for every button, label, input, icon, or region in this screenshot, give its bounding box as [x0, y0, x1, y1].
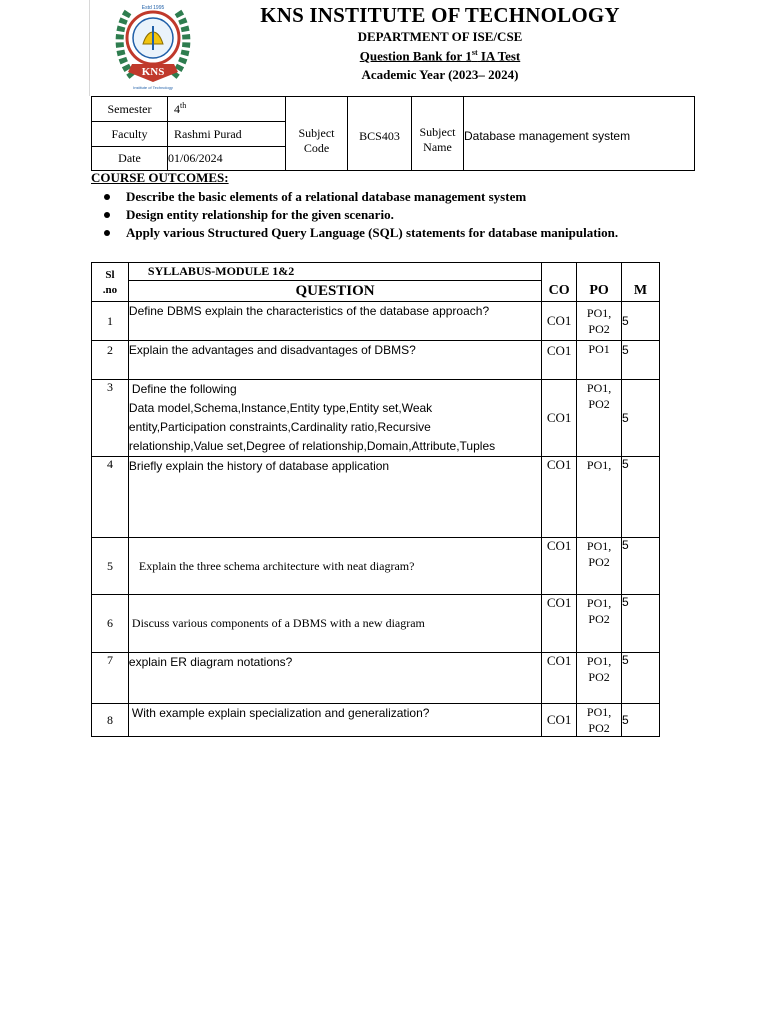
row-po-1: PO1 [588, 342, 610, 356]
row-marks: 5 [622, 341, 660, 380]
kns-logo [106, 0, 200, 92]
course-outcome-item: Describe the basic elements of a relational database management system [104, 188, 618, 206]
po-header: PO [577, 263, 622, 302]
table-header-row [92, 263, 660, 281]
table-row [92, 341, 660, 380]
subject-code-label [286, 97, 348, 171]
row-po-1: PO1, [586, 381, 612, 395]
row-po-2: PO2 [588, 397, 610, 411]
m-header: M [622, 263, 660, 302]
qb-prefix: Question Bank for 1 [359, 48, 472, 64]
table-row [92, 538, 660, 595]
row-question: Explain the advantages and disadvantages of DBMS? [128, 341, 541, 380]
row-question [128, 380, 541, 457]
row-question: Explain the three schema architecture with neat diagram? [128, 538, 541, 595]
slno-header [92, 263, 129, 302]
faculty-value: Rashmi Purad [168, 122, 286, 147]
row-number: 3 [92, 380, 129, 457]
row-marks: 5 [622, 538, 660, 595]
row-po-2: PO2 [588, 322, 610, 336]
row-po-2: PO2 [588, 721, 610, 735]
course-outcome-item: Apply various Structured Query Language (SQL) statements for database manipulation. [104, 224, 618, 242]
row-po-2: PO2 [588, 670, 610, 684]
semester-number: 4 [174, 102, 180, 116]
subject-code-label-1: Subject [298, 125, 335, 140]
row-po [577, 704, 622, 737]
row-question-line: Data model,Schema,Instance,Entity type,Entity set,Weak [128, 401, 433, 415]
row-number: 6 [92, 595, 129, 653]
row-co: CO1 [542, 704, 577, 737]
row-co: CO1 [542, 341, 577, 380]
row-po [577, 380, 622, 457]
info-table [91, 96, 695, 171]
logo-estd: Estd 1995 [141, 5, 165, 11]
row-number: 8 [92, 704, 129, 737]
subject-name-label-2: Name [423, 139, 452, 154]
row-co: CO1 [542, 538, 577, 595]
row-marks: 5 [622, 302, 660, 341]
course-outcome-item: Design entity relationship for the given scenario. [104, 206, 618, 224]
row-number: 2 [92, 341, 129, 380]
module-header: SYLLABUS-MODULE 1&2 [128, 263, 541, 281]
row-number: 7 [92, 653, 129, 704]
semester-label: Semester [92, 97, 168, 122]
row-po-1: PO1, [586, 705, 612, 719]
row-question-line: relationship,Value set,Degree of relationship,Domain,Attribute,Tuples [128, 439, 496, 453]
row-po [577, 653, 622, 704]
subject-name-value [464, 97, 695, 171]
subject-name-label [412, 97, 464, 171]
course-outcomes-heading: COURSE OUTCOMES: [91, 170, 229, 185]
row-marks: 5 [622, 595, 660, 653]
subject-code-label-2: Code [303, 140, 330, 155]
row-po-1: PO1, [586, 539, 612, 553]
row-marks: 5 [622, 380, 660, 457]
logo-kns: KNS [141, 66, 165, 78]
row-question: explain ER diagram notations? [128, 653, 541, 704]
qb-suffix: IA Test [477, 48, 521, 64]
table-row [92, 302, 660, 341]
table-row [92, 380, 660, 457]
margin-line [89, 0, 90, 96]
row-po [577, 457, 622, 538]
row-po-1: PO1, [586, 306, 612, 320]
table-row [92, 653, 660, 704]
row-marks: 5 [622, 704, 660, 737]
row-marks: 5 [622, 653, 660, 704]
semester-value [168, 97, 286, 122]
row-co: CO1 [542, 302, 577, 341]
course-outcomes-list [104, 188, 618, 242]
department-title: DEPARTMENT OF ISE/CSE [357, 29, 523, 44]
faculty-label: Faculty [92, 122, 168, 147]
row-po-1: PO1, [586, 458, 612, 472]
row-po [577, 302, 622, 341]
subject-name-text: Database management system [464, 128, 631, 143]
row-question: Define DBMS explain the characteristics of the database approach? [128, 302, 541, 341]
date-value: 01/06/2024 [168, 147, 286, 171]
row-co: CO1 [542, 653, 577, 704]
subject-code-text: BCS403 [359, 129, 400, 143]
table-row [92, 457, 660, 538]
row-question: Briefly explain the history of database application [128, 457, 541, 538]
row-co: CO1 [542, 595, 577, 653]
row-co: CO1 [542, 457, 577, 538]
semester-sup: th [180, 101, 187, 110]
row-po-1: PO1, [586, 596, 612, 610]
row-co: CO1 [542, 380, 577, 457]
row-po [577, 595, 622, 653]
qb-sup: st [471, 48, 478, 57]
table-row [92, 595, 660, 653]
row-question: With example explain specialization and generalization? [128, 704, 541, 737]
row-po [577, 341, 622, 380]
subject-name-label-1: Subject [419, 124, 456, 139]
date-label: Date [92, 147, 168, 171]
row-question-line: Define the following [131, 382, 237, 396]
row-question-line: entity,Participation constraints,Cardinality ratio,Recursive [128, 420, 431, 434]
academic-year: Academic Year (2023– 2024) [361, 67, 519, 82]
table-row [92, 704, 660, 737]
row-po-2: PO2 [588, 555, 610, 569]
row-question: Discuss various components of a DBMS with a new diagram [128, 595, 541, 653]
row-po [577, 538, 622, 595]
row-number: 4 [92, 457, 129, 538]
institute-title: KNS INSTITUTE OF TECHNOLOGY [260, 3, 620, 27]
row-po-1: PO1, [586, 654, 612, 668]
slno-header-1: Sl [105, 268, 115, 281]
question-header: QUESTION [128, 281, 541, 302]
slno-header-2: .no [102, 283, 118, 296]
row-number: 1 [92, 302, 129, 341]
subject-code-value [348, 97, 412, 171]
logo-bottom: Institute of Technology [133, 85, 173, 90]
question-table [91, 262, 660, 737]
row-number: 5 [92, 538, 129, 595]
question-bank-title [260, 48, 620, 64]
row-po-2: PO2 [588, 612, 610, 626]
row-marks: 5 [622, 457, 660, 538]
co-header: CO [542, 263, 577, 302]
